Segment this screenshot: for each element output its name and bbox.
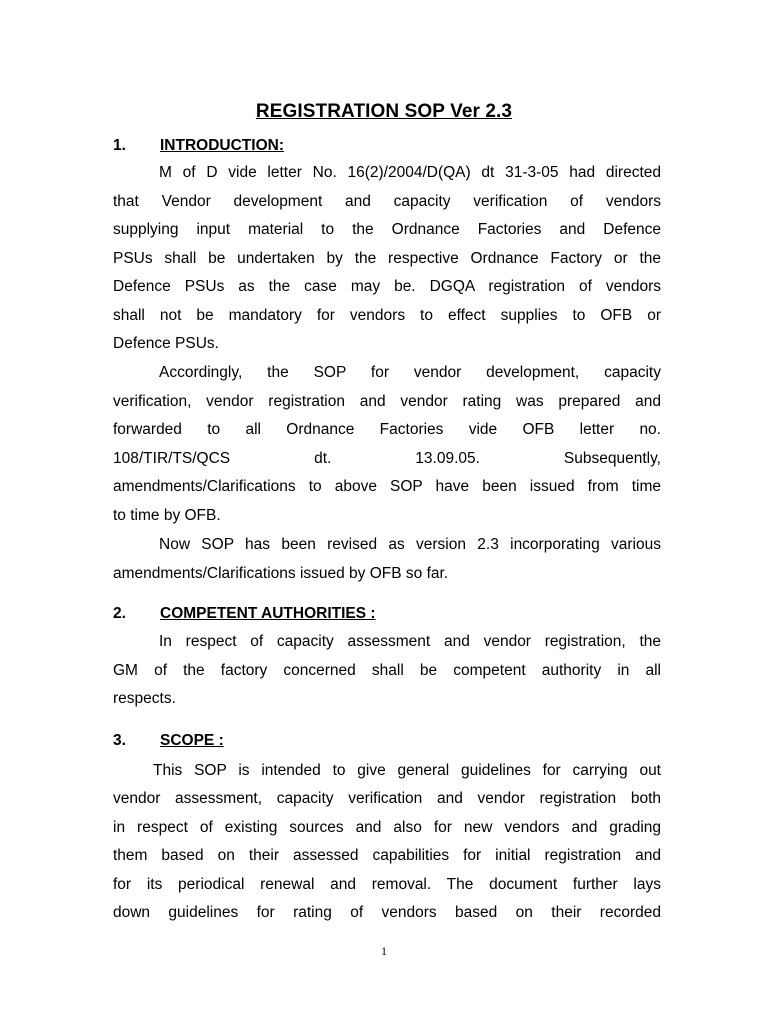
paragraph-line: that Vendor development and capacity verification of vendors bbox=[113, 193, 661, 210]
paragraph-line: M of D vide letter No. 16(2)/2004/D(QA) dt 31-3-05 had directed bbox=[159, 164, 661, 181]
paragraph-line: Defence PSUs. bbox=[113, 335, 219, 352]
paragraph-line: shall not be mandatory for vendors to effect supplies to OFB or bbox=[113, 307, 661, 324]
paragraph-line: down guidelines for rating of vendors based on their recorded bbox=[113, 904, 661, 921]
paragraph-line: GM of the factory concerned shall be competent authority in all bbox=[113, 662, 661, 679]
letter-date: 13.09.05. bbox=[415, 450, 480, 467]
paragraph-line: respects. bbox=[113, 690, 176, 707]
paragraph-word: Subsequently, bbox=[563, 450, 661, 467]
date-label: dt. bbox=[314, 450, 332, 467]
paragraph-line: Defence PSUs as the case may be. DGQA registration of vendors bbox=[113, 278, 661, 295]
paragraph-line: forwarded to all Ordnance Factories vide OFB letter no. bbox=[113, 421, 661, 438]
section-title: INTRODUCTION: bbox=[160, 137, 284, 154]
paragraph-line: them based on their assessed capabilities for initial registration and bbox=[113, 847, 661, 864]
section-heading-competent-authorities bbox=[113, 605, 376, 623]
paragraph-line: Accordingly, the SOP for vendor development, capacity bbox=[159, 364, 661, 381]
paragraph-line: to time by OFB. bbox=[113, 507, 221, 524]
paragraph-line: amendments/Clarifications issued by OFB so far. bbox=[113, 565, 449, 582]
paragraph-line: verification, vendor registration and vendor rating was prepared and bbox=[113, 393, 661, 410]
paragraph-line: for its periodical renewal and removal. The document further lays bbox=[113, 876, 661, 893]
paragraph-line: amendments/Clarifications to above SOP have been issued from time bbox=[113, 478, 661, 495]
section-title: SCOPE : bbox=[160, 732, 224, 749]
paragraph-line: PSUs shall be undertaken by the respective Ordnance Factory or the bbox=[113, 250, 661, 267]
paragraph-line: supplying input material to the Ordnance Factories and Defence bbox=[113, 221, 661, 238]
paragraph-line: This SOP is intended to give general guidelines for carrying out bbox=[153, 762, 661, 779]
section-number: 3. bbox=[113, 732, 126, 749]
section-title: COMPETENT AUTHORITIES : bbox=[160, 605, 376, 622]
paragraph-line: vendor assessment, capacity verification and vendor registration both bbox=[113, 790, 661, 807]
section-heading-scope bbox=[113, 732, 224, 750]
paragraph-line: In respect of capacity assessment and vendor registration, the bbox=[159, 633, 661, 650]
paragraph-line-spread bbox=[113, 450, 661, 468]
page-number: 1 bbox=[381, 944, 387, 958]
document-title: REGISTRATION SOP Ver 2.3 bbox=[255, 101, 513, 122]
paragraph-line: in respect of existing sources and also for new vendors and grading bbox=[113, 819, 661, 836]
section-heading-introduction bbox=[113, 137, 284, 155]
letter-reference: 108/TIR/TS/QCS bbox=[113, 450, 231, 467]
section-number: 1. bbox=[113, 137, 126, 154]
section-number: 2. bbox=[113, 605, 126, 622]
paragraph-line: Now SOP has been revised as version 2.3 incorporating various bbox=[159, 536, 661, 553]
